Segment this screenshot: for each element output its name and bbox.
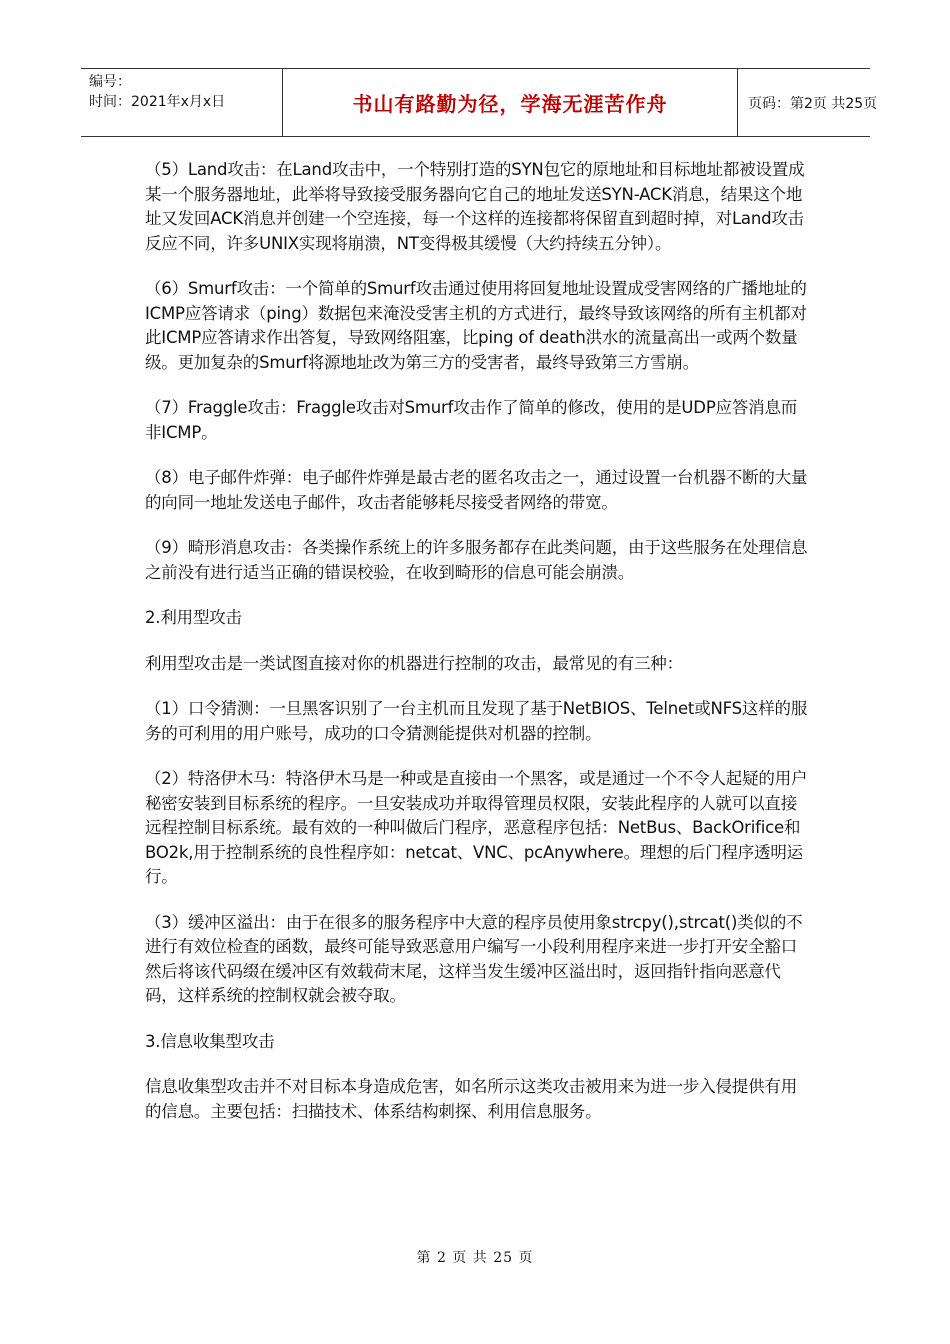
page-header [81, 68, 878, 137]
paragraph-password-guessing: （1）口令猜测：一旦黑客识别了一台主机而且发现了基于NetBIOS、Telnet或NFS这样的服务的可利用的用户账号，成功的口令猜测能提供对机器的控制。 [145, 699, 808, 743]
paragraph-land-attack: （5）Land攻击：在Land攻击中，一个特别打造的SYN包它的原地址和目标地址都被设置成某一个服务器地址，此举将导致接受服务器向它自己的地址发送SYN-ACK消息，结果这个地址又发回ACK消息并创建一个空连接，每一个这样的连接都将保留直到超时掉，对Land攻击反应不同，许多UNIX实现将崩溃，NT变得极其缓慢（大约持续五分钟）。 [145, 160, 805, 253]
paragraph-exploit-intro: 利用型攻击是一类试图直接对你的机器进行控制的攻击，最常见的有三种： [145, 653, 683, 673]
section-heading-info-gathering: 3.信息收集型攻击 [145, 1031, 275, 1051]
page-footer: 第 2 页 共 25 页 [416, 1250, 534, 1266]
header-page-info: 页码：第2页 共25页 [748, 95, 878, 112]
paragraph-buffer-overflow: （3）缓冲区溢出：由于在很多的服务程序中大意的程序员使用象strcpy(),strcat()类似的不进行有效位检查的函数，最终可能导致恶意用户编写一小段利用程序来进一步打开安全豁口然后将该代码缀在缓冲区有效载荷末尾，这样当发生缓冲区溢出时，返回指针指向恶意代码，这样系统的控制权就会被夺取。 [145, 912, 803, 1005]
document-time-label: 时间：2021年x月x日 [89, 94, 226, 110]
paragraph-malformed-message: （9）畸形消息攻击：各类操作系统上的许多服务都存在此类问题，由于这些服务在处理信息之前没有进行适当正确的错误校验，在收到畸形的信息可能会崩溃。 [145, 538, 808, 582]
document-body [145, 158, 810, 1124]
paragraph-fraggle-attack: （7）Fraggle攻击：Fraggle攻击对Smurf攻击作了简单的修改，使用的是UDP应答消息而非ICMP。 [145, 398, 798, 442]
header-motto: 书山有路勤为径，学海无涯苦作舟 [282, 69, 738, 136]
header-meta [81, 69, 282, 136]
document-number-label: 编号： [89, 74, 131, 90]
paragraph-email-bomb: （8）电子邮件炸弹：电子邮件炸弹是最古老的匿名攻击之一，通过设置一台机器不断的大量的向同一地址发送电子邮件，攻击者能够耗尽接受者网络的带宽。 [145, 468, 808, 512]
paragraph-trojan-horse: （2）特洛伊木马：特洛伊木马是一种或是直接由一个黑客，或是通过一个不令人起疑的用户秘密安装到目标系统的程序。一旦安装成功并取得管理员权限，安装此程序的人就可以直接远程控制目标系统。最有效的一种叫做后门程序，恶意程序包括：NetBus、BackOrifice和BO2k,用于控制系统的良性程序如：netcat、VNC、pcAnywhere。理想的后门程序透明运行。 [145, 769, 808, 886]
paragraph-smurf-attack: （6）Smurf攻击：一个简单的Smurf攻击通过使用将回复地址设置成受害网络的广播地址的ICMP应答请求（ping）数据包来淹没受害主机的方式进行，最终导致该网络的所有主机都对此ICMP应答请求作出答复，导致网络阻塞，比ping of death洪水的流量高出一或两个数量级。更加复杂的Smurf将源地址改为第三方的受害者，最终导致第三方雪崩。 [145, 279, 807, 372]
paragraph-info-gathering: 信息收集型攻击并不对目标本身造成危害，如名所示这类攻击被用来为进一步入侵提供有用的信息。主要包括：扫描技术、体系结构刺探、利用信息服务。 [145, 1077, 798, 1121]
section-heading-exploit-attack: 2.利用型攻击 [145, 608, 242, 627]
